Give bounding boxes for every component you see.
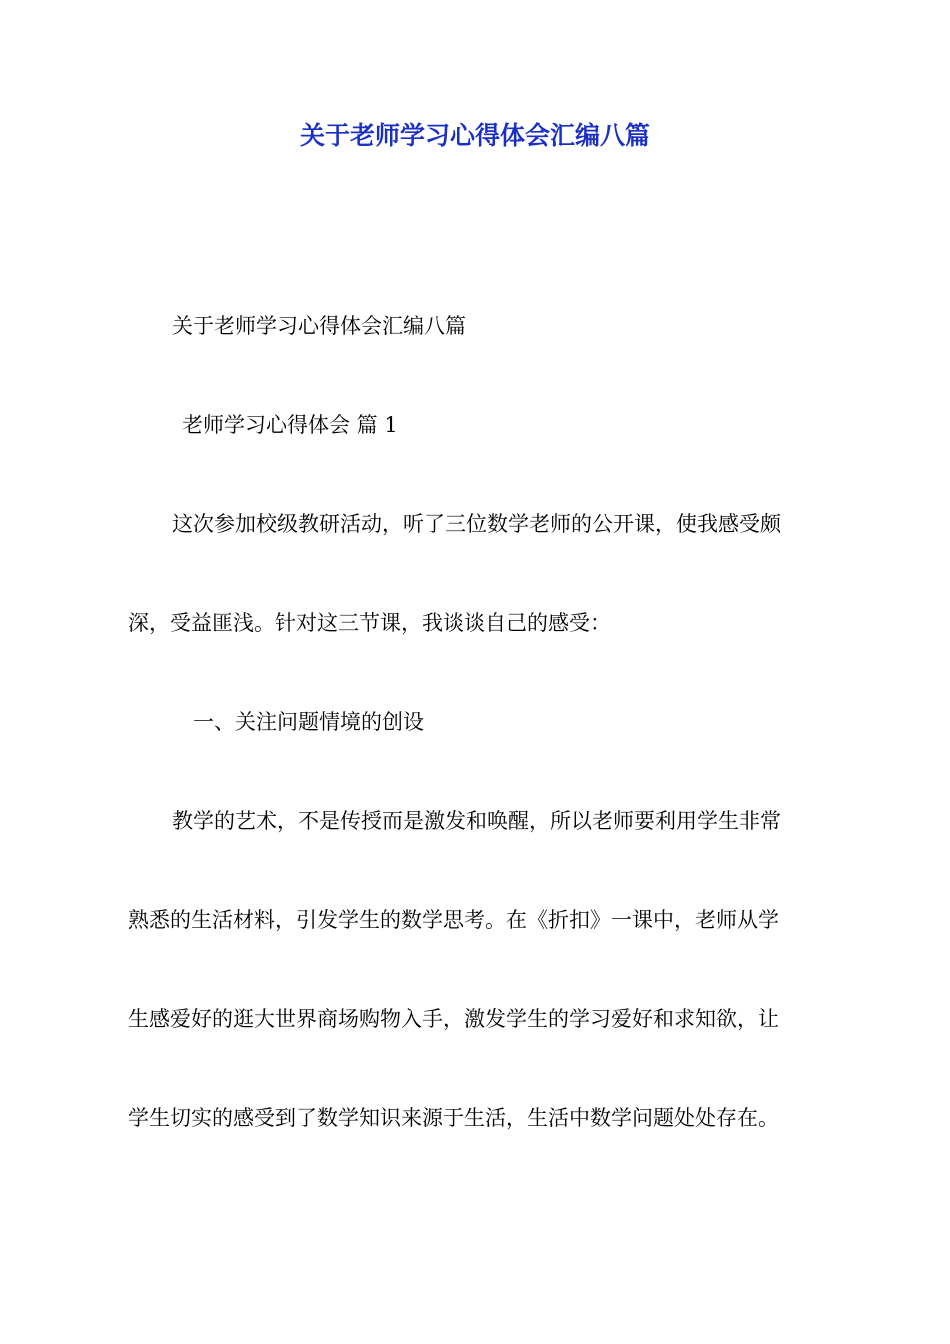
paragraph-line: 教学的艺术，不是传授而是激发和唤醒，所以老师要利用学生非常 <box>172 809 781 833</box>
paragraph-line: 熟悉的生活材料，引发学生的数学思考。在《折扣》一课中，老师从学 <box>128 908 779 932</box>
paragraph-line: 这次参加校级教研活动，听了三位数学老师的公开课，使我感受颇 <box>172 512 781 536</box>
intro-title-line: 关于老师学习心得体会汇编八篇 <box>172 314 466 338</box>
paragraph-line: 生感爱好的逛大世界商场购物入手，激发学生的学习爱好和求知欲，让 <box>128 1007 779 1031</box>
paragraph-line: 深，受益匪浅。针对这三节课，我谈谈自己的感受： <box>128 611 611 635</box>
subheading-line: 一、关注问题情境的创设 <box>193 710 424 734</box>
paragraph-line: 学生切实的感受到了数学知识来源于生活，生活中数学问题处处存在。 <box>128 1106 779 1130</box>
section-heading-1: 老师学习心得体会 篇 1 <box>182 413 398 437</box>
document-title: 关于老师学习心得体会汇编八篇 <box>299 121 650 150</box>
